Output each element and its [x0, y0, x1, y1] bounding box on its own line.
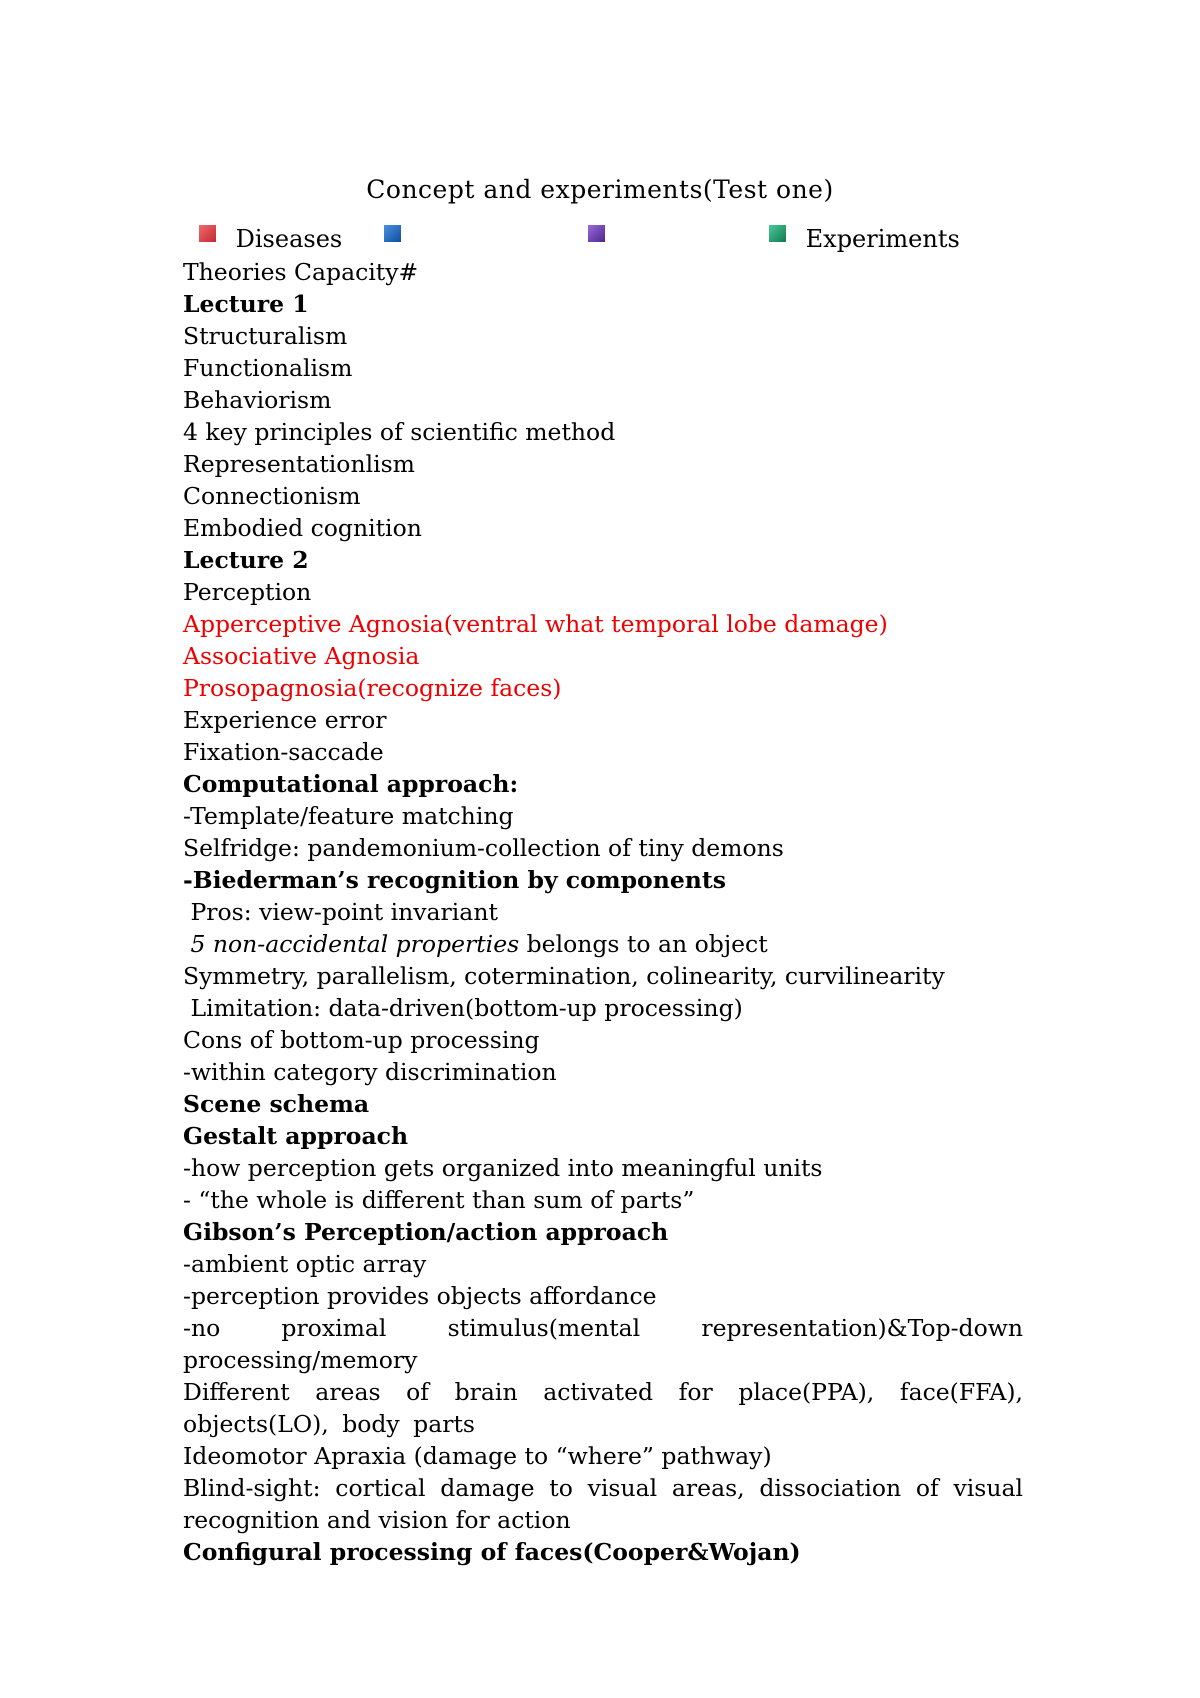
note-line: Selfridge: pandemonium-collection of tiny demons — [183, 834, 784, 862]
red-square-icon — [199, 225, 216, 242]
disease-line: Apperceptive Agnosia(ventral what temporal lobe damage) — [183, 610, 888, 638]
note-fragment: belongs to an object — [519, 930, 768, 958]
blue-square-icon — [384, 225, 401, 242]
disease-line: Prosopagnosia(recognize faces) — [183, 674, 562, 702]
note-line: - “the whole is different than sum of parts” — [183, 1186, 695, 1214]
note-line: Behaviorism — [183, 386, 332, 414]
note-line: Ideomotor Apraxia (damage to “where” pathway) — [183, 1442, 772, 1470]
note-line: Experience error — [183, 706, 387, 734]
notes-body — [183, 256, 1023, 1568]
note-line: -ambient optic array — [183, 1250, 427, 1278]
document-title: Concept and experiments(Test one) — [366, 175, 834, 204]
section-heading: Configural processing of faces(Cooper&Wojan) — [183, 1538, 801, 1566]
green-square-icon — [769, 225, 786, 242]
note-line: Cons of bottom-up processing — [183, 1026, 540, 1054]
legend-label: Diseases — [235, 225, 343, 253]
section-heading: Scene schema — [183, 1090, 370, 1118]
purple-square-icon — [588, 225, 605, 242]
legend-item-experiments — [769, 224, 960, 254]
note-paragraph: Blind-sight: cortical damage to visual areas, dissociation of visual recognition and vision for action — [183, 1474, 1023, 1534]
note-line: Embodied cognition — [183, 514, 422, 542]
note-line: Perception — [183, 578, 312, 606]
note-line: Limitation: data-driven(bottom-up processing) — [183, 994, 743, 1022]
note-line: Structuralism — [183, 322, 348, 350]
section-heading: Computational approach: — [183, 770, 519, 798]
disease-line: Associative Agnosia — [183, 642, 420, 670]
note-line: -Template/feature matching — [183, 802, 514, 830]
note-line: -how perception gets organized into meaningful units — [183, 1154, 823, 1182]
note-paragraph: Different areas of brain activated for place(PPA), face(FFA), objects(LO), body parts — [183, 1378, 1023, 1438]
note-line: Theories Capacity# — [183, 258, 419, 286]
note-line: -within category discrimination — [183, 1058, 557, 1086]
legend-item-purple — [588, 224, 605, 254]
note-line: Fixation-saccade — [183, 738, 384, 766]
note-line: Functionalism — [183, 354, 353, 382]
note-line: Pros: view-point invariant — [183, 898, 498, 926]
note-line: -perception provides objects affordance — [183, 1282, 657, 1310]
legend-item-diseases — [199, 224, 342, 254]
note-line: Connectionism — [183, 482, 361, 510]
note-paragraph: -no proximal stimulus(mental representation)&Top-down processing/memory — [183, 1314, 1023, 1374]
legend-item-blue — [384, 224, 401, 254]
section-heading: Lecture 2 — [183, 546, 309, 574]
section-heading: Lecture 1 — [183, 290, 309, 318]
section-heading: Gibson’s Perception/action approach — [183, 1218, 669, 1246]
legend-label: Experiments — [805, 225, 960, 253]
note-line: Symmetry, parallelism, cotermination, colinearity, curvilinearity — [183, 962, 945, 990]
note-line — [183, 928, 1023, 960]
section-heading: -Biederman’s recognition by components — [183, 866, 726, 894]
italic-phrase: 5 non-accidental properties — [183, 930, 520, 958]
color-legend — [0, 224, 1200, 254]
note-line: 4 key principles of scientific method — [183, 418, 616, 446]
section-heading: Gestalt approach — [183, 1122, 409, 1150]
note-line: Representationlism — [183, 450, 415, 478]
